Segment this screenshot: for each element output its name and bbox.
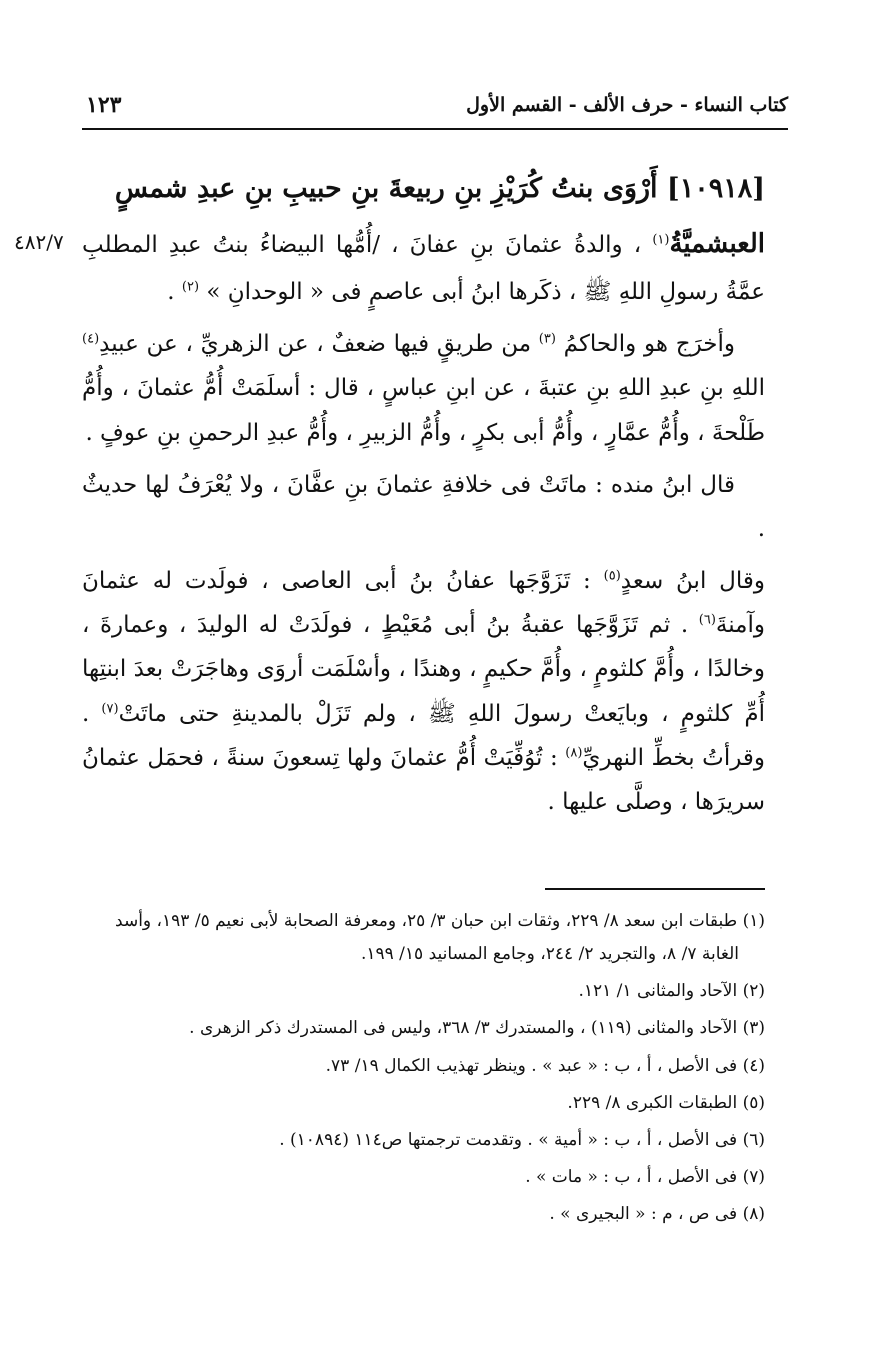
paragraph-ibn-mandah: [82, 463, 765, 551]
footnote-ref-7: (٧): [101, 700, 119, 716]
paragraph-text: من طريقٍ فيها ضعفٌ ، عن الزهريِّ ، عن عبيدِ: [99, 331, 539, 358]
footnote-text: (٧) فى الأصل ، أ ، ب : « مات » .: [525, 1166, 765, 1187]
entry-text: ، والدةُ عثمانَ بنِ عفانَ ، /أُمُّها البيضاءُ بنتُ عبدِ المطلبِ عمَّةُ رسولِ اللهِ ﷺ ، ذكَرها ابنُ أبى عاصمٍ فى « الوحدانِ »: [82, 232, 765, 306]
footnote-ref-2: (٢): [181, 279, 200, 295]
entry-title: [١٠٩١٨] أَرْوَى بنتُ كُرَيْزِ بنِ ربيعةَ بنِ حبيبِ بنِ عبدِ شمسٍ: [114, 173, 765, 204]
paragraph-text: وقال ابنُ سعدٍ: [620, 568, 765, 595]
footnote-7: [82, 1161, 765, 1194]
footnote-text: (٨) فى ص ، م : « البجيرى » .: [549, 1204, 765, 1225]
paragraph-text: . ثم تَزَوَّجَها عقبةُ بنُ أبى مُعَيْطٍ ، فولَدَتْ له الوليدَ ، وعمارةَ ، وخالدًا ، وأُمَّ كلثومٍ ، وأُمَّ حكيمٍ ، وهندًا ، وأسْلَمَت أروَى وهاجَرَتْ بعدَ ابنتِها أُمِّ كلثومٍ ، وبايَعتْ رسولَ اللهِ ﷺ ، ولم تَزَلْ بالمدينةِ حتى ماتَتْ: [82, 612, 765, 727]
footnote-text: (٥) الطبقات الكبرى ٨/ ٢٢٩.: [567, 1092, 765, 1113]
paragraph-text: . وقرأتُ بخطِّ النهريِّ: [82, 700, 766, 771]
footnote-text-cont: الغابة ٧/ ٨، والتجريد ٢/ ٢٤٤، وجامع المسانيد ١٥/ ١٩٩.: [360, 944, 739, 965]
footnote-text: (٤) فى الأصل ، أ ، ب : « عبد » . وينظر تهذيب الكمال ١٩/ ٧٣.: [325, 1055, 765, 1076]
footnote-ref-3: (٣): [538, 331, 556, 347]
running-title: كتاب النساء - حرف الألف - القسم الأول: [466, 94, 788, 116]
footnote-text: (٣) الآحاد والمثانى (١١٩) ، والمستدرك ٣/ ٣٦٨، وليس فى المستدرك ذكر الزهرى .: [189, 1018, 765, 1039]
footnote-ref-8: (٨): [565, 745, 583, 761]
paragraph-text: اللهِ بنِ عبدِ اللهِ بنِ عتبةَ ، عن ابنِ عباسٍ ، قال : أسلَمَتْ أُمُّ عثمانَ ، وأُمُّ طَلْحةَ ، وأُمُّ عمَّارٍ ، وأُمُّ أبى بكرٍ ، وأُمُّ الزبيرِ ، وأُمُّ عبدِ الرحمنِ بنِ عوفٍ .: [82, 375, 765, 446]
paragraph-text: وأخرَج هو والحاكمُ: [555, 331, 735, 358]
footnote-6: [82, 1124, 765, 1157]
footnote-text: (٦) فى الأصل ، أ ، ب : « أمية » . وتقدمت ترجمتها ص١١٤ (١٠٨٩٤) .: [279, 1129, 765, 1150]
main-text: [82, 165, 765, 824]
footnote-2: [82, 975, 765, 1008]
footnote-3: [82, 1012, 765, 1045]
footnote-1: [82, 905, 765, 971]
entry-heading: [82, 165, 765, 212]
footnote-text: (١) طبقات ابن سعد ٨/ ٢٢٩، وثقات ابن حبان ٣/ ٢٥، ومعرفة الصحابة لأبى نعيم ٥/ ١٩٣، وأسد: [115, 911, 765, 931]
footnote-divider: [545, 888, 765, 890]
page-header: [82, 88, 788, 130]
entry-paragraph: [82, 220, 765, 314]
footnote-ref-6: (٦): [698, 612, 716, 628]
footnote-ref-1: (١): [652, 232, 670, 248]
entry-text-end: .: [167, 279, 182, 306]
footnote-ref-5: (٥): [603, 568, 621, 584]
paragraph-text: : تُوُفِّيَتْ أُمُّ عثمانَ ولها تِسعونَ سنةً ، فحمَل عثمانُ سريرَها ، وصلَّى عليها .: [82, 744, 765, 815]
footnote-ref-4: (٤): [82, 331, 100, 347]
footnote-8: [82, 1198, 765, 1231]
footnote-4: [82, 1050, 765, 1083]
paragraph-text: قال ابنُ منده : ماتَتْ فى خلافةِ عثمانَ بنِ عفَّانَ ، ولا يُعْرَفُ لها حديثٌ .: [82, 471, 765, 542]
footnote-5: [82, 1087, 765, 1120]
paragraph-hakim: [82, 322, 765, 454]
entry-nisba: العبشميَّةُ: [669, 229, 765, 260]
paragraph-text: : تَزَوَّجَها عفانُ بنُ أبى العاصى ، فولَدت له عثمانَ وآمنةَ: [82, 568, 765, 639]
footnote-text: (٢) الآحاد والمثانى ١/ ١٢١.: [578, 981, 765, 1002]
paragraph-ibn-saad: [82, 559, 765, 824]
footnotes: [82, 905, 765, 1235]
page-number: ١٢٣: [86, 92, 122, 118]
margin-reference: ٤٨٢/٧: [14, 230, 64, 254]
